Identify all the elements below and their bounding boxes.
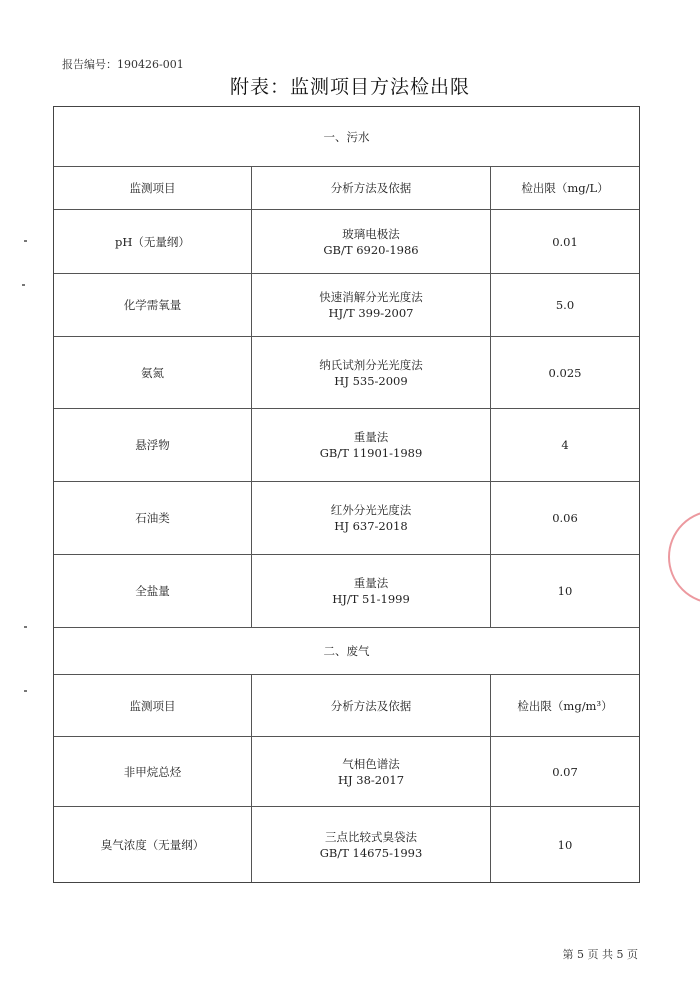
header-item: 监测项目 [54, 167, 252, 209]
scan-speck [24, 240, 27, 242]
section-heading-wastewater [54, 107, 639, 167]
table-row [54, 555, 639, 628]
limit-value: 4 [561, 438, 569, 452]
report-number: 报告编号：190426-001 [62, 58, 184, 71]
header-method: 分析方法及依据 [252, 167, 491, 209]
scan-speck [24, 690, 27, 692]
table-row [54, 274, 639, 337]
page-title: 附表：监测项目方法检出限 [229, 76, 470, 98]
limit-value: 0.07 [552, 764, 578, 779]
table-row [54, 337, 639, 409]
method-cell [252, 409, 491, 481]
method-name: 重量法 [353, 576, 389, 590]
method-cell [252, 337, 491, 408]
limit-value: 0.06 [552, 511, 578, 525]
method-standard: GB/T 14675-1993 [319, 845, 423, 860]
limit-value: 10 [557, 837, 573, 852]
section-title: 二、废气 [323, 644, 370, 658]
method-name: 重量法 [353, 430, 389, 444]
company-seal [668, 510, 700, 604]
limit-value: 10 [557, 584, 573, 598]
method-cell [252, 274, 491, 336]
method-standard: HJ/T 399-2007 [328, 306, 414, 320]
header-item: 监测项目 [54, 675, 252, 736]
header-method: 分析方法及依据 [252, 675, 491, 736]
table-header-row [54, 675, 639, 737]
page-number: 第 5 页 共 5 页 [562, 948, 638, 961]
item-name: 化学需氧量 [54, 274, 252, 336]
table-header-row [54, 167, 639, 210]
method-name: 纳氏试剂分光光度法 [319, 357, 423, 372]
item-name: 非甲烷总烃 [54, 737, 252, 806]
method-standard: HJ/T 51-1999 [332, 592, 410, 606]
method-name: 快速消解分光光度法 [319, 290, 423, 304]
section-heading-exhaust-gas [54, 628, 639, 675]
table-row [54, 807, 639, 882]
detection-limits-table [53, 106, 640, 883]
table-row [54, 409, 639, 482]
method-name: 三点比较式臭袋法 [325, 829, 417, 844]
item-name: 氨氮 [54, 337, 252, 408]
table-row [54, 482, 639, 555]
method-cell [252, 482, 491, 554]
method-cell [252, 737, 491, 806]
limit-value: 5.0 [555, 298, 575, 312]
method-standard: GB/T 6920-1986 [323, 242, 419, 257]
header-limit: 检出限（mg/m³） [517, 698, 613, 713]
limit-value: 0.025 [548, 365, 582, 380]
method-name: 玻璃电极法 [342, 226, 400, 241]
limit-value: 0.01 [552, 234, 578, 249]
item-name: 全盐量 [54, 555, 252, 627]
method-cell [252, 210, 491, 273]
scan-speck [22, 284, 25, 286]
method-standard: HJ 637-2018 [334, 519, 408, 533]
method-standard: GB/T 11901-1989 [319, 446, 423, 460]
method-standard: HJ 535-2009 [334, 373, 408, 388]
header-limit: 检出限（mg/L） [521, 181, 609, 195]
method-name: 红外分光光度法 [330, 503, 412, 517]
method-cell [252, 555, 491, 627]
method-standard: HJ 38-2017 [337, 772, 405, 787]
table-row [54, 210, 639, 274]
method-name: 气相色谱法 [342, 756, 400, 771]
table-row [54, 737, 639, 807]
item-name: 悬浮物 [54, 409, 252, 481]
item-name: 臭气浓度（无量纲） [54, 807, 252, 882]
item-name: pH（无量纲） [54, 210, 252, 273]
scan-speck [24, 626, 27, 628]
method-cell [252, 807, 491, 882]
item-name: 石油类 [54, 482, 252, 554]
section-title: 一、污水 [323, 129, 370, 144]
